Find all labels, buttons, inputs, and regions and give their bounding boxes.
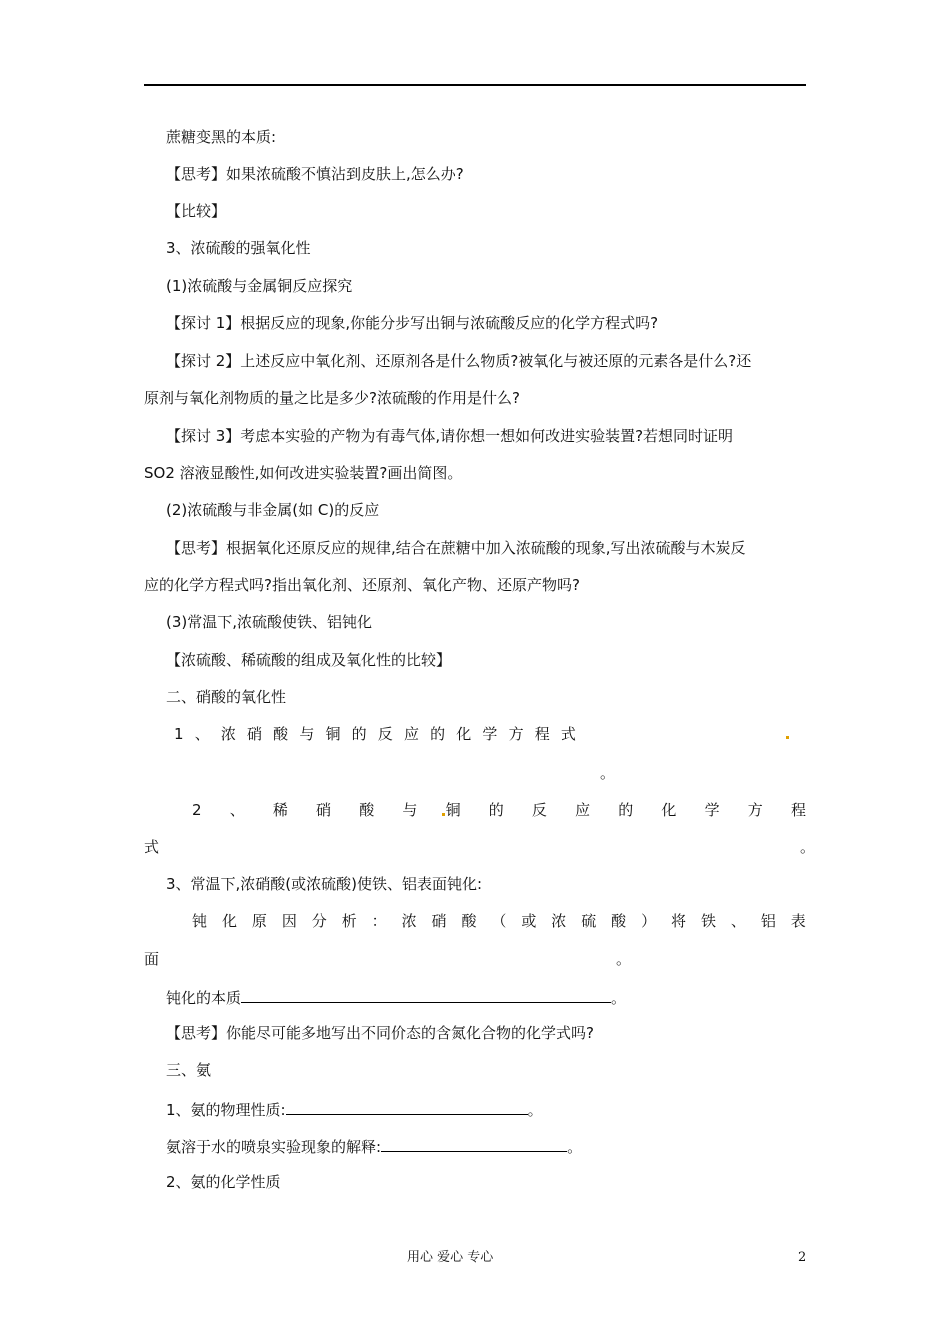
text-line: 【探讨 3】考虑本实验的产物为有毒气体,请你想一想如何改进实验装置?若想同时证明 — [166, 427, 734, 445]
text-line: 【思考】如果浓硫酸不慎沾到皮肤上,怎么办? — [166, 165, 464, 183]
justified-line-1: 1 、 浓 硝 酸 与 铜 的 反 应 的 化 学 方 程 式 — [174, 725, 576, 743]
fill-blank-line: 1、氨的物理性质: 。 — [166, 1098, 543, 1120]
period-mark: 。 — [800, 838, 816, 856]
text-line: (3)常温下,浓硫酸使铁、铝钝化 — [166, 613, 373, 631]
marker-dot — [442, 813, 445, 816]
period-mark: 。 — [616, 950, 632, 968]
text-line: 2、氨的化学性质 — [166, 1173, 281, 1191]
text-line: 【思考】你能尽可能多地写出不同价态的含氮化合物的化学式吗? — [166, 1024, 594, 1042]
text-line: 【浓硫酸、稀硫酸的组成及氧化性的比较】 — [166, 651, 452, 669]
text-line: 原剂与氧化剂物质的量之比是多少?浓硫酸的作用是什么? — [144, 389, 520, 407]
section-heading: 三、氨 — [166, 1061, 212, 1079]
footer-slogan: 用心 爱心 专心 — [407, 1250, 494, 1265]
justified-line-2: 2 、 稀 硝 酸 与 铜 的 反 应 的 化 学 方 程 — [192, 801, 806, 819]
text-line: 【比较】 — [166, 202, 227, 220]
text-line: 【探讨 1】根据反应的现象,你能分步写出铜与浓硫酸反应的化学方程式吗? — [166, 314, 659, 332]
text-line: 应的化学方程式吗?指出氧化剂、还原剂、氧化产物、还原产物吗? — [144, 576, 580, 594]
text-line: 面 — [144, 950, 160, 968]
section-heading: 3、浓硫酸的强氧化性 — [166, 239, 311, 257]
fill-blank-line: 钝化的本质 。 — [166, 986, 626, 1008]
text-line: 3、常温下,浓硝酸(或浓硫酸)使铁、铝表面钝化: — [166, 875, 483, 893]
page-number: 2 — [798, 1250, 807, 1265]
answer-blank — [286, 1098, 528, 1115]
text-line: (2)浓硫酸与非金属(如 C)的反应 — [166, 501, 380, 519]
text-line: 蔗糖变黑的本质: — [166, 128, 277, 146]
section-heading: 二、硝酸的氧化性 — [166, 688, 287, 706]
text-line: 【思考】根据氧化还原反应的规律,结合在蔗糖中加入浓硫酸的现象,写出浓硫酸与木炭反 — [166, 539, 746, 557]
answer-blank — [241, 986, 611, 1003]
header-rule — [144, 84, 806, 86]
justified-line-3: 钝 化 原 因 分 析 ： 浓 硝 酸 （ 或 浓 硫 酸 ） 将 铁 、 铝 表 — [192, 912, 806, 930]
text-line: 【探讨 2】上述反应中氧化剂、还原剂各是什么物质?被氧化与被还原的元素各是什么?还 — [166, 352, 752, 370]
fill-blank-line: 氨溶于水的喷泉实验现象的解释: 。 — [166, 1135, 582, 1157]
period-mark: 。 — [600, 764, 616, 782]
answer-blank — [381, 1135, 567, 1152]
marker-dot — [786, 736, 789, 739]
text-line: SO2 溶液显酸性,如何改进实验装置?画出简图。 — [144, 464, 463, 482]
text-line: (1)浓硫酸与金属铜反应探究 — [166, 277, 353, 295]
text-line: 式 — [144, 838, 160, 856]
